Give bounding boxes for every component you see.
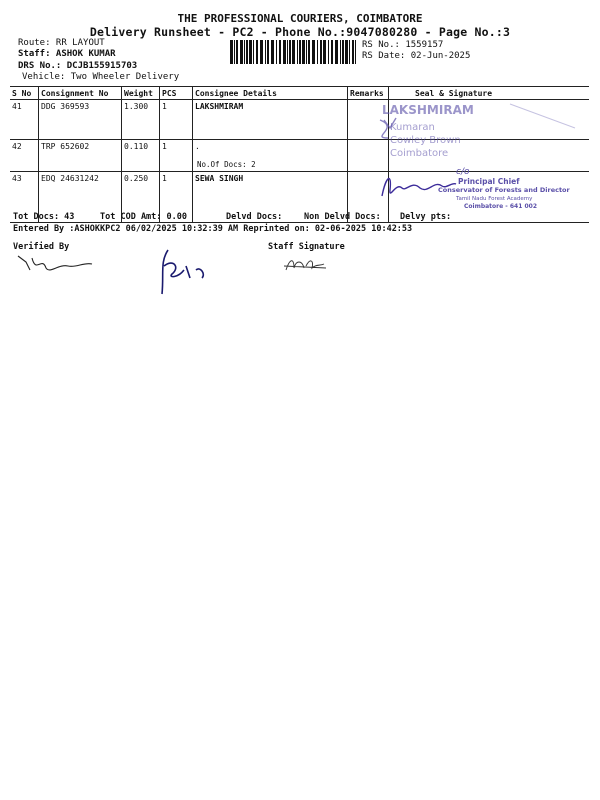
delivery-points: Delvy pts: xyxy=(400,212,452,222)
barcode-bar xyxy=(267,40,269,64)
header-pcs: PCS xyxy=(160,87,193,100)
barcode-bar xyxy=(265,40,266,64)
stamp2-line3: Tamil Nadu Forest Academy xyxy=(456,196,533,202)
cell-pcs: 1 xyxy=(160,140,193,172)
header-remarks: Remarks xyxy=(348,87,389,100)
barcode-bar xyxy=(299,40,301,64)
barcode-bar xyxy=(246,40,248,64)
barcode-bar xyxy=(234,40,235,64)
rs-number: RS No.: 1559157 xyxy=(362,40,444,50)
barcode-bar xyxy=(279,40,281,64)
cell-consignment: TRP 652602 xyxy=(39,140,122,172)
delivered-docs: Delvd Docs: xyxy=(226,212,283,222)
cell-sno: 42 xyxy=(10,140,39,172)
header-sno: S No xyxy=(10,87,39,100)
verified-by-label: Verified By xyxy=(13,242,70,252)
header-weight: Weight xyxy=(122,87,160,100)
barcode-bar xyxy=(302,40,305,64)
stamp1-line3: Cowley Brown xyxy=(390,135,461,146)
cell-pcs: 1 xyxy=(160,100,193,140)
barcode-bar xyxy=(236,40,238,64)
authorizing-signature xyxy=(150,244,220,298)
cell-weight: 0.110 xyxy=(122,140,160,172)
barcode-bar xyxy=(342,40,344,64)
header-consignee: Consignee Details xyxy=(193,87,348,100)
barcode-bar xyxy=(276,40,277,64)
barcode-bar xyxy=(317,40,318,64)
cell-sno: 41 xyxy=(10,100,39,140)
stamp1-line1: LAKSHMIRAM xyxy=(382,103,474,117)
stamp2-line1: Principal Chief xyxy=(458,177,520,186)
delivery-stamp-2 xyxy=(376,162,586,210)
barcode-bar xyxy=(230,40,233,64)
stamp1-line2: Kumaran xyxy=(390,122,435,133)
cell-consignment: DDG 369593 xyxy=(39,100,122,140)
docs-count-note: No.Of Docs: 2 xyxy=(197,160,256,169)
cell-consignment: EDQ 24631242 xyxy=(39,172,122,223)
barcode-bar xyxy=(292,40,295,64)
drs-number: DRS No.: DCJB155915703 xyxy=(18,61,138,71)
staff-signature-label: Staff Signature xyxy=(268,242,345,252)
barcode-bar xyxy=(349,40,350,64)
consignee-name: . xyxy=(195,142,200,151)
barcode-bar xyxy=(287,40,288,64)
route-info: Route: RR LAYOUT xyxy=(18,38,105,48)
report-subtitle: Delivery Runsheet - PC2 - Phone No.:9047080280 - Page No.:3 xyxy=(89,25,511,39)
delivery-stamp-1 xyxy=(360,98,590,160)
stamp2-prefix: c/o xyxy=(456,167,470,177)
barcode-bar xyxy=(331,40,333,64)
stamp1-line4: Coimbatore xyxy=(390,148,449,159)
barcode-bar xyxy=(249,40,252,64)
barcode-bar xyxy=(283,40,286,64)
cell-consignee: LAKSHMIRAM xyxy=(193,100,348,140)
barcode-bar xyxy=(328,40,329,64)
barcode-bar xyxy=(289,40,291,64)
barcode-bar xyxy=(352,40,354,64)
header-consignment: Consignment No xyxy=(39,87,122,100)
barcode-bar xyxy=(260,40,263,64)
staff-signature xyxy=(282,254,332,274)
barcode xyxy=(230,40,356,64)
header-seal-label: Seal & Signature xyxy=(415,88,493,98)
report-title: THE PROFESSIONAL COURIERS, COIMBATORE xyxy=(177,12,423,25)
barcode-bar xyxy=(308,40,310,64)
barcode-bar xyxy=(340,40,341,64)
barcode-bar xyxy=(253,40,254,64)
cell-weight: 1.300 xyxy=(122,100,160,140)
stamp2-line2: Conservator of Forests and Director xyxy=(438,186,570,194)
total-cod-amount: Tot COD Amt: 0.00 xyxy=(100,212,187,222)
barcode-bar xyxy=(271,40,274,64)
vehicle-info: Vehicle: Two Wheeler Delivery xyxy=(22,72,180,82)
cell-weight: 0.250 xyxy=(122,172,160,223)
barcode-bar xyxy=(297,40,298,64)
barcode-bar xyxy=(256,40,258,64)
barcode-bar xyxy=(244,40,245,64)
staff-info: Staff: ASHOK KUMAR xyxy=(18,49,116,59)
barcode-bar xyxy=(312,40,315,64)
verified-by-signature xyxy=(16,252,96,276)
cell-consignee xyxy=(193,140,348,172)
barcode-bar xyxy=(355,40,356,64)
rs-date: RS Date: 02-Jun-2025 xyxy=(362,51,471,61)
barcode-bar xyxy=(335,40,338,64)
barcode-bar xyxy=(240,40,243,64)
total-docs: Tot Docs: 43 xyxy=(13,212,75,222)
barcode-bar xyxy=(323,40,326,64)
entry-info: Entered By :ASHOKKPC2 06/02/2025 10:32:39 AM Reprinted on: 02-06-2025 10:42:53 xyxy=(13,224,413,234)
cell-sno: 43 xyxy=(10,172,39,223)
non-delivered-docs: Non Delvd Docs: xyxy=(304,212,381,222)
stamp2-line4: Coimbatore - 641 002 xyxy=(464,203,538,210)
cell-pcs: 1 xyxy=(160,172,193,223)
barcode-bar xyxy=(306,40,307,64)
barcode-bar xyxy=(345,40,348,64)
cell-consignee: SEWA SINGH xyxy=(193,172,348,223)
stamp1-edge-line xyxy=(510,104,575,128)
barcode-bar xyxy=(320,40,322,64)
